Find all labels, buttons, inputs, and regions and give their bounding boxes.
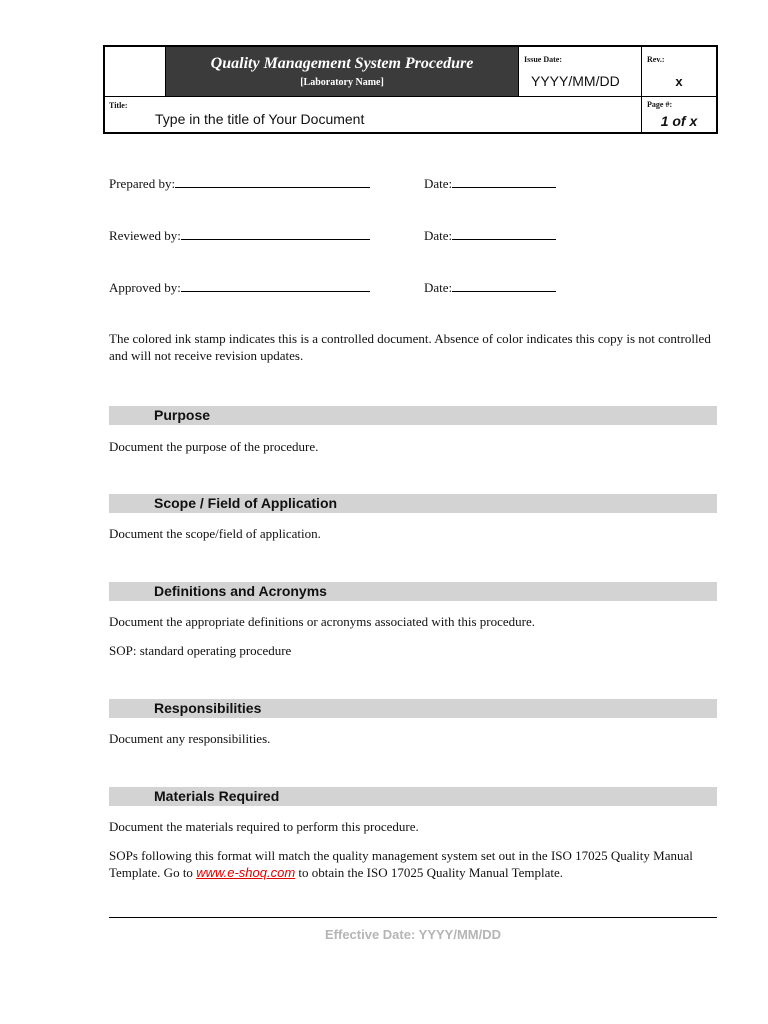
page-number-label: Page #:: [647, 100, 673, 109]
title-label: Title:: [109, 101, 128, 110]
controlled-document-notice: The colored ink stamp indicates this is a controlled document. Absence of color indicates this copy is not controlled and will not receive revision updates.: [109, 331, 711, 363]
header-title-cell: [166, 47, 518, 97]
document-header-table: [103, 45, 718, 134]
document-title-cell: [105, 97, 642, 132]
materials-note-after: to obtain the ISO 17025 Quality Manual Template.: [298, 865, 564, 880]
responsibilities-section-header: [109, 699, 717, 718]
definitions-heading: Definitions and Acronyms: [154, 583, 327, 599]
document-title[interactable]: Type in the title of Your Document: [155, 111, 365, 127]
scope-body: Document the scope/field of application.: [109, 526, 321, 541]
footer-divider: [109, 917, 717, 918]
prepared-date-row: [424, 175, 556, 192]
reviewed-by-row: [109, 227, 370, 244]
prepared-by-row: [109, 175, 370, 192]
definitions-section-header: [109, 582, 717, 601]
logo-cell: [105, 47, 166, 97]
materials-heading: Materials Required: [154, 788, 280, 804]
page-number-value: 1 of x: [660, 113, 698, 129]
effective-date-footer: Effective Date: YYYY/MM/DD: [324, 927, 502, 942]
prepared-date-line[interactable]: [452, 175, 556, 188]
issue-date-cell: [518, 47, 642, 97]
definitions-example: SOP: standard operating procedure: [109, 643, 292, 658]
reviewed-date-row: [424, 227, 556, 244]
revision-cell: [642, 47, 716, 97]
page-number-cell: [642, 97, 716, 132]
reviewed-by-line[interactable]: [181, 227, 370, 240]
issue-date-value[interactable]: YYYY/MM/DD: [531, 73, 620, 89]
scope-section-header: [109, 494, 717, 513]
approved-by-row: [109, 279, 370, 296]
prepared-by-line[interactable]: [175, 175, 370, 188]
scope-heading: Scope / Field of Application: [154, 495, 338, 511]
materials-note-before: SOPs following this format will match the quality management system set out in the ISO 17025 Quality Manual Template. Go to: [109, 848, 693, 880]
approved-by-line[interactable]: [181, 279, 370, 292]
reviewed-date-line[interactable]: [452, 227, 556, 240]
revision-label: Rev.:: [647, 55, 665, 64]
materials-body: Document the materials required to perform this procedure.: [109, 819, 419, 834]
reviewed-by-label: Reviewed by:: [109, 228, 181, 243]
purpose-heading: Purpose: [154, 407, 211, 423]
approved-date-row: [424, 279, 556, 296]
laboratory-name: [Laboratory Name]: [300, 77, 384, 88]
definitions-body: Document the appropriate definitions or acronyms associated with this procedure.: [109, 614, 535, 629]
prepared-by-label: Prepared by:: [109, 176, 176, 191]
responsibilities-body: Document any responsibilities.: [109, 731, 271, 746]
purpose-section-header: [109, 406, 717, 425]
revision-value[interactable]: x: [675, 74, 683, 89]
materials-note: [109, 847, 709, 881]
purpose-body: Document the purpose of the procedure.: [109, 439, 319, 454]
procedure-title: Quality Management System Procedure: [210, 55, 474, 72]
responsibilities-heading: Responsibilities: [154, 700, 262, 716]
approved-by-label: Approved by:: [109, 280, 181, 295]
materials-section-header: [109, 787, 717, 806]
reviewed-date-label: Date:: [424, 228, 453, 243]
issue-date-label: Issue Date:: [524, 55, 562, 64]
prepared-date-label: Date:: [424, 176, 453, 191]
e-shoq-link[interactable]: www.e-shoq.com: [196, 865, 296, 880]
approved-date-label: Date:: [424, 280, 453, 295]
approved-date-line[interactable]: [452, 279, 556, 292]
